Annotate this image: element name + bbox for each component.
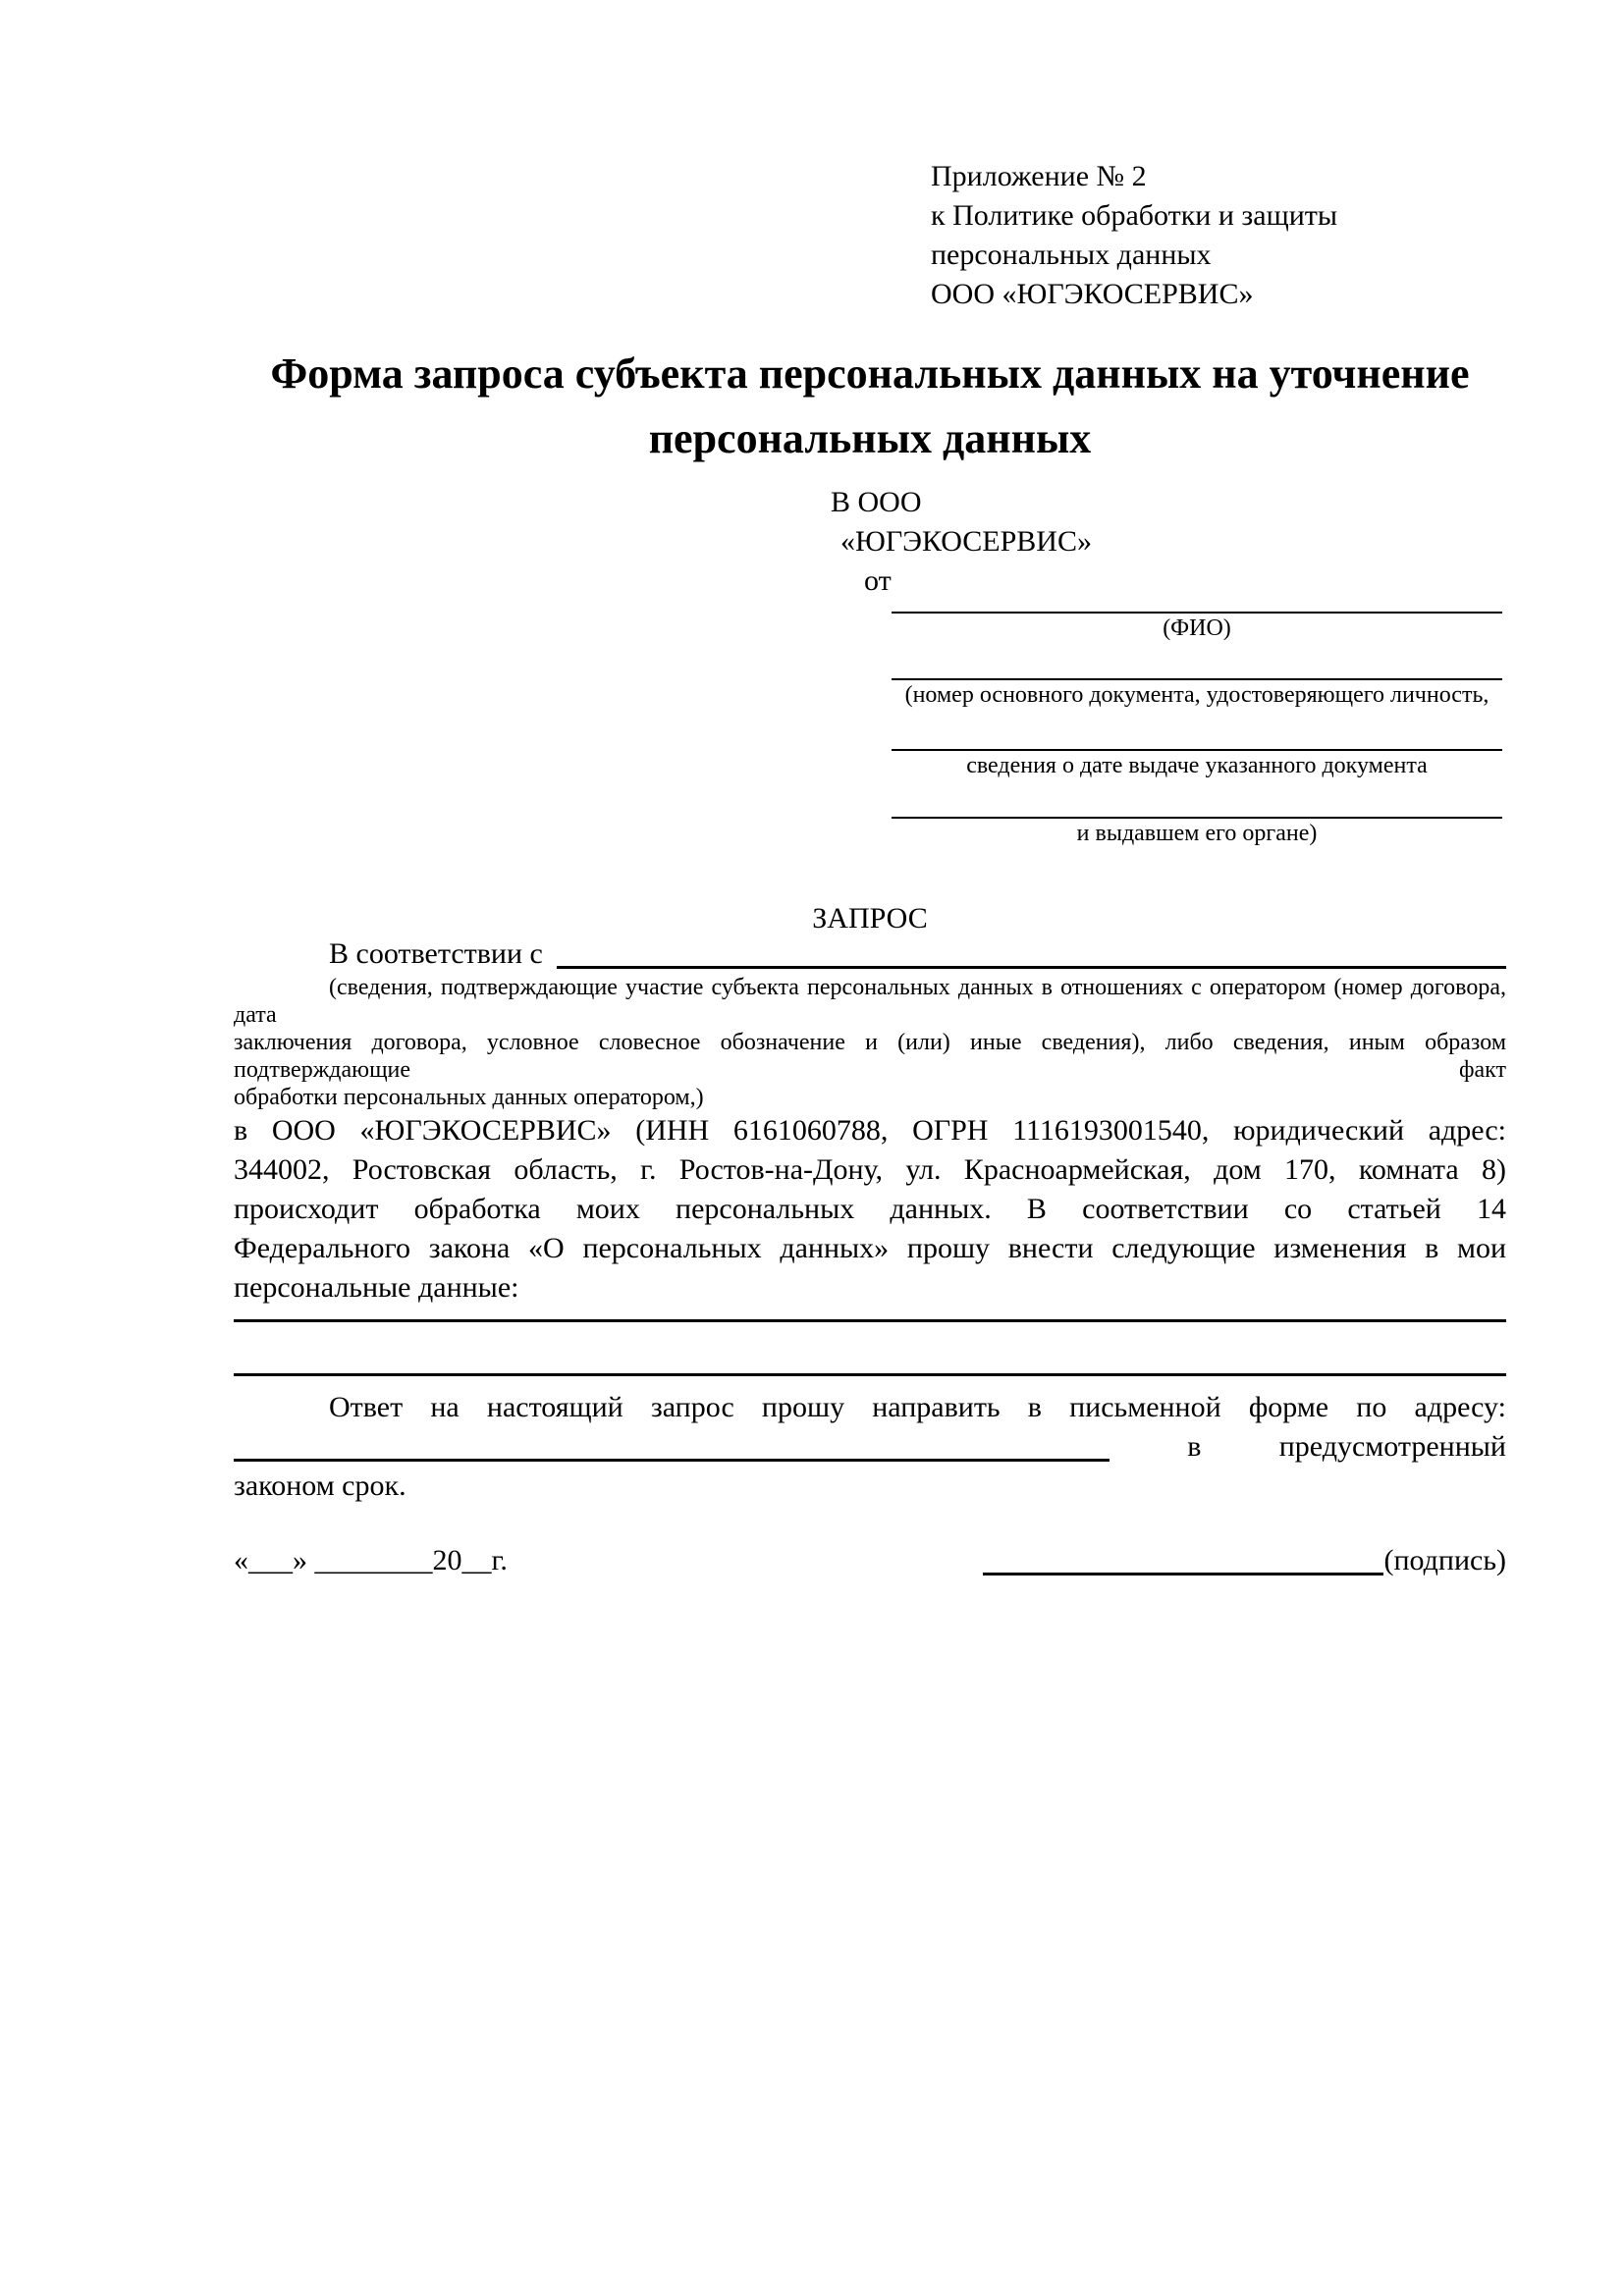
changes-write-line-2 xyxy=(234,1322,1506,1376)
annex-line-2: к Политике обработки и защиты персональных данных xyxy=(931,199,1338,271)
reply-address-line xyxy=(234,1427,1506,1467)
body-line-2: 344002, Ростовская область, г. Ростов-на-Дону, ул. Красноармейская, дом 170, комната 8) xyxy=(234,1153,1506,1186)
footnote-line-3: обработки персональных данных оператором,) xyxy=(234,1085,704,1110)
fio-caption: (ФИО) xyxy=(1163,615,1231,641)
doc-number-write-line xyxy=(892,643,1502,680)
reply-line: Ответ на настоящий запрос прошу направить в письменной форме по адресу: xyxy=(329,1391,1506,1423)
signature-caption: (подпись) xyxy=(1383,1544,1506,1576)
footnote-line-1: (сведения, подтверждающие участие субъекта персональных данных в отношениях с оператором (номер договора, дата xyxy=(234,975,1506,1028)
doc-date-field xyxy=(892,710,1502,780)
addressee-block xyxy=(831,483,1092,601)
addressee-from-label: от xyxy=(864,564,892,597)
signature-write-line xyxy=(983,1573,1383,1575)
request-body xyxy=(234,934,1506,1580)
signature-block xyxy=(983,1541,1506,1580)
date-signature-row xyxy=(234,1541,1506,1580)
doc-issuer-caption: и выдавшем его органе) xyxy=(1076,821,1318,846)
body-line-5: персональные данные: xyxy=(234,1271,519,1304)
intro-prefix: В соответствии с xyxy=(329,937,543,970)
reply-end: законом срок. xyxy=(234,1469,406,1502)
doc-number-caption: (номер основного документа, удостоверяющего личность, xyxy=(904,682,1489,708)
annex-line-1: Приложение № 2 xyxy=(931,160,1147,192)
basis-write-line xyxy=(557,966,1506,969)
footnote-line-2: заключения договора, условное словесное обозначение и (или) иные сведения), либо сведения, иным образом подтверждающие факт xyxy=(234,1030,1506,1083)
footnote xyxy=(234,974,1506,1111)
doc-issuer-write-line xyxy=(892,780,1502,819)
reply-word-v: в xyxy=(1187,1430,1202,1463)
addressee-to-line: В ООО xyxy=(831,486,922,518)
request-heading: ЗАПРОС xyxy=(812,902,928,934)
fio-field xyxy=(892,589,1502,643)
intro-line xyxy=(234,934,1506,974)
reply-word-predusmotrennyj: предусмотренный xyxy=(1278,1430,1506,1463)
doc-issuer-field xyxy=(892,780,1502,848)
body-line-4: Федерального закона «О персональных данных» прошу внести следующие изменения в мои xyxy=(234,1232,1506,1264)
body-line-1: в ООО «ЮГЭКОСЕРВИС» (ИНН 6161060788, ОГРН 1116193001540, юридический адрес: xyxy=(234,1114,1506,1147)
date-blank: «___» ________20__г. xyxy=(234,1544,508,1576)
main-paragraph xyxy=(234,1111,1506,1308)
doc-date-write-line xyxy=(892,710,1502,751)
changes-write-line-1 xyxy=(234,1308,1506,1322)
document-title: Форма запроса субъекта персональных данных на уточнение персональных данных xyxy=(270,349,1470,462)
fio-write-line xyxy=(892,589,1502,614)
annex-note xyxy=(931,157,1520,314)
applicant-fields xyxy=(892,589,1502,848)
doc-number-field xyxy=(892,643,1502,710)
body-line-3: происходит обработка моих персональных данных. В соответствии со статьей 14 xyxy=(234,1193,1506,1225)
addressee-org-line: «ЮГЭКОСЕРВИС» xyxy=(840,525,1092,558)
address-write-line xyxy=(234,1459,1110,1462)
doc-date-caption: сведения о дате выдаче указанного документа xyxy=(966,753,1428,778)
annex-line-3: ООО «ЮГЭКОСЕРВИС» xyxy=(931,278,1254,310)
